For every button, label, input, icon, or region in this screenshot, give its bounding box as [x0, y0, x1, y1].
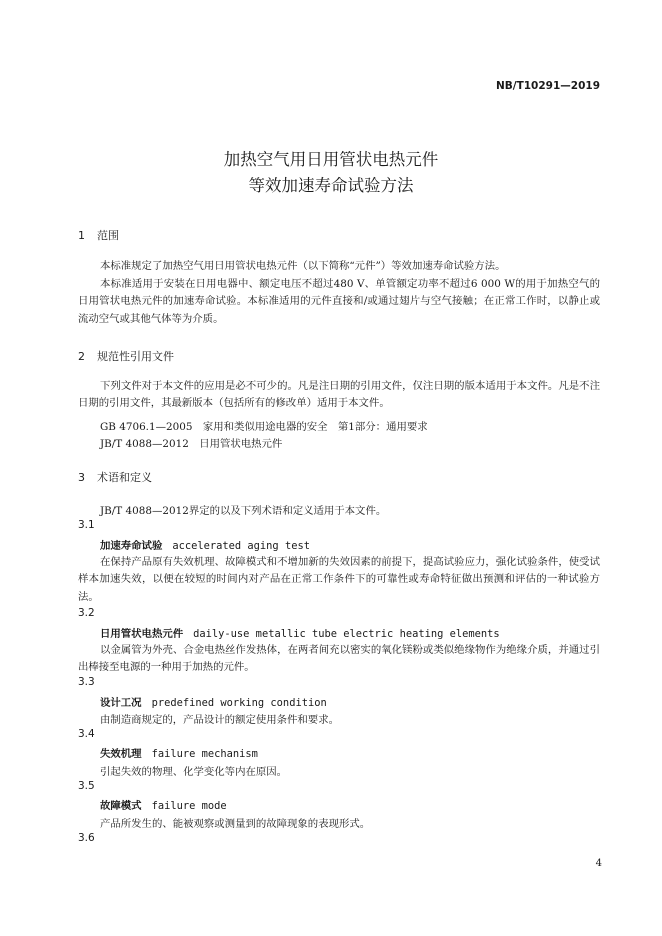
term-entry [100, 625, 500, 640]
page-number: 4 [595, 858, 602, 869]
term-entry [100, 745, 258, 760]
term-en: failure mechanism [151, 748, 258, 760]
term-number: 3.2 [78, 607, 95, 619]
term-number: 3.1 [78, 519, 95, 531]
section-heading [78, 348, 174, 364]
standard-number: NB/T10291—2019 [495, 80, 600, 92]
term-number: 3.3 [78, 676, 95, 688]
term-definition: 由制造商规定的，产品设计的额定使用条件和要求。 [100, 714, 339, 726]
section-number: 3 [78, 471, 85, 484]
section-title: 范围 [97, 229, 119, 242]
term-cn: 失效机理 [100, 748, 142, 760]
section-number: 1 [78, 229, 85, 242]
paragraph: 下列文件对于本文件的应用是必不可少的。凡是注日期的引用文件，仅注日期的版本适用于本文件。凡是不注日期的引用文件，其最新版本（包括所有的修改单）适用于本文件。 [78, 380, 600, 410]
document-title-line-1: 加热空气用日用管状电热元件 [223, 150, 439, 169]
term-cn: 设计工况 [100, 697, 142, 709]
term-cn: 加速寿命试验 [100, 540, 163, 552]
normative-reference: GB 4706.1—2005 家用和类似用途电器的安全 第1部分：通用要求 [100, 421, 428, 433]
paragraph: 本标准适用于安装在日用电器中、额定电压不超过480 V、单管额定功率不超过6 000 W的用于加热空气的日用管状电热元件的加速寿命试验。本标准适用的元件直接和/或通过翅片与空气接触；在正常工作时，以静止或流动空气或其他气体等为介质。 [78, 278, 600, 325]
section-intro: JB/T 4088—2012界定的以及下列术语和定义适用于本文件。 [100, 505, 387, 517]
term-cn: 故障模式 [100, 800, 142, 812]
section-heading [78, 227, 119, 243]
section-number: 2 [78, 350, 85, 363]
term-en: predefined working condition [151, 697, 327, 709]
section-title: 术语和定义 [97, 471, 152, 484]
term-definition: 在保持产品原有失效机理、故障模式和不增加新的失效因素的前提下，提高试验应力，强化试验条件，使受试样本加速失效，以便在较短的时间内对产品在正常工作条件下的可靠性或寿命特征做出预测和评估的一种试验方法。 [78, 556, 600, 603]
term-en: accelerated aging test [172, 540, 310, 552]
paragraph: 本标准规定了加热空气用日用管状电热元件（以下简称“元件”）等效加速寿命试验方法。 [100, 260, 506, 272]
term-entry [100, 537, 310, 552]
term-entry [100, 797, 227, 812]
term-number: 3.6 [78, 832, 95, 844]
term-definition: 引起失效的物理、化学变化等内在原因。 [100, 766, 288, 778]
term-en: failure mode [151, 800, 227, 812]
term-entry [100, 694, 327, 709]
term-cn: 日用管状电热元件 [100, 628, 184, 640]
term-number: 3.5 [78, 780, 95, 792]
term-definition: 以金属管为外壳、合金电热丝作发热体，在两者间充以密实的氧化镁粉或类似绝缘物作为绝缘介质，并通过引出棒接至电源的一种用于加热的元件。 [78, 644, 600, 674]
term-en: daily-use metallic tube electric heating elements [193, 628, 500, 640]
term-definition: 产品所发生的、能被观察或测量到的故障现象的表现形式。 [100, 818, 371, 830]
section-title: 规范性引用文件 [97, 350, 174, 363]
term-number: 3.4 [78, 728, 95, 740]
section-heading [78, 469, 152, 485]
normative-reference: JB/T 4088—2012 日用管状电热元件 [100, 438, 283, 450]
document-title-line-2: 等效加速寿命试验方法 [248, 176, 414, 195]
